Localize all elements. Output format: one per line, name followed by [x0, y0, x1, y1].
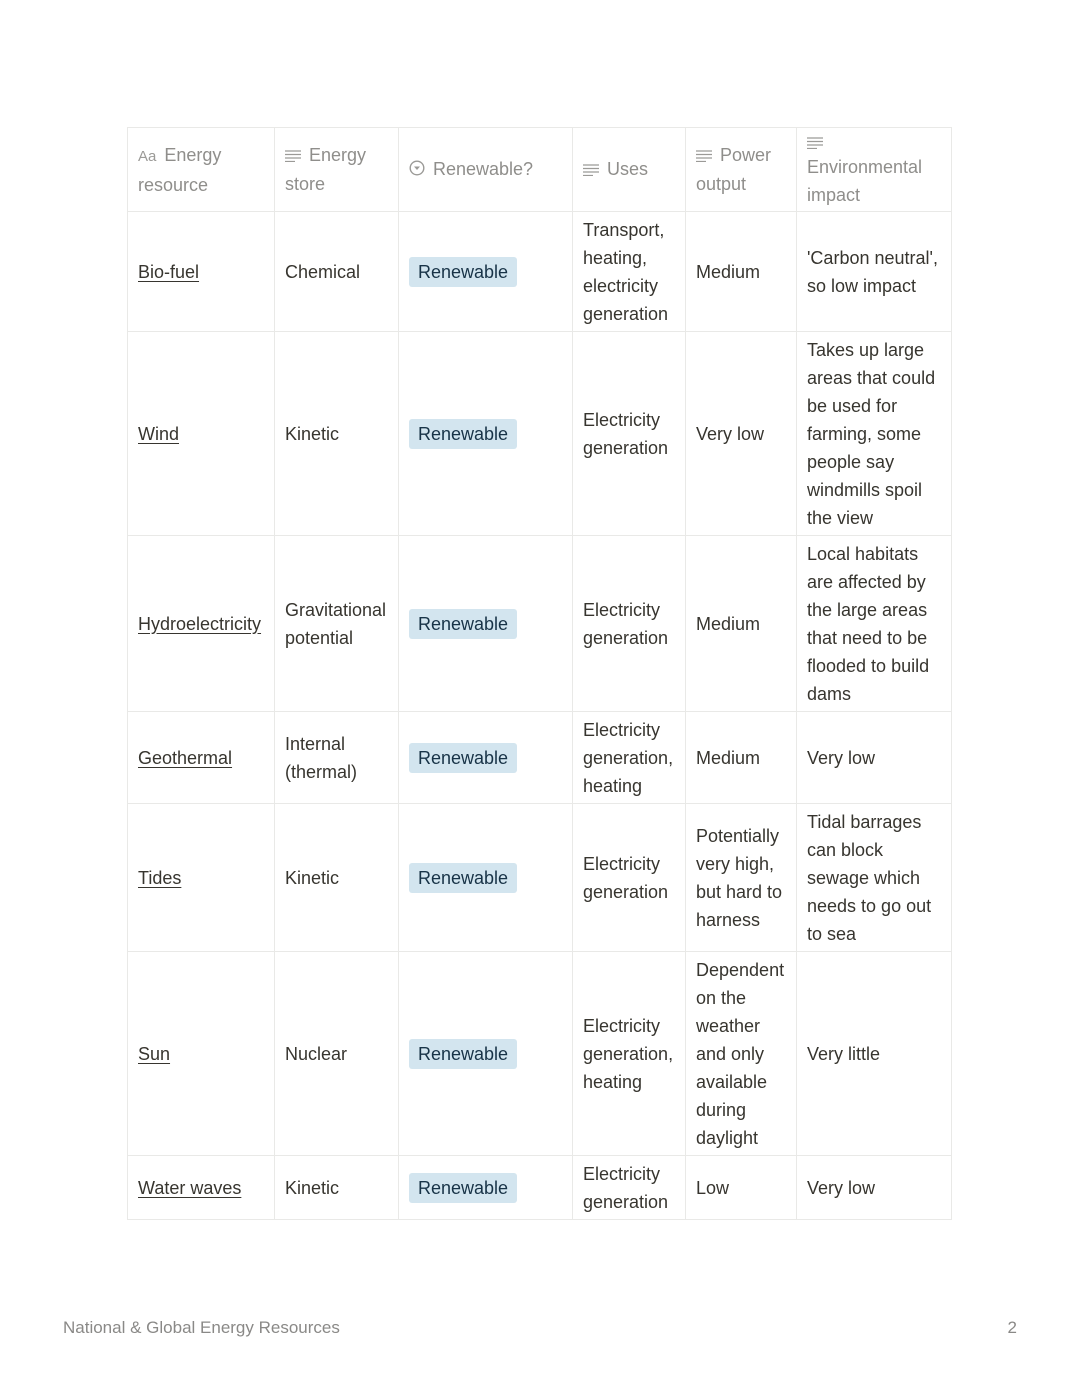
cell-power-output: Low: [686, 1156, 797, 1220]
renewable-tag: Renewable: [409, 743, 517, 773]
row-title-link[interactable]: Tides: [138, 867, 182, 888]
cell-energy-store: Kinetic: [275, 332, 399, 536]
cell-energy-store: Nuclear: [275, 952, 399, 1156]
renewable-tag: Renewable: [409, 1039, 517, 1069]
cell-energy-resource: [128, 952, 275, 1156]
table-row: [128, 536, 952, 712]
page-number: 2: [1007, 1318, 1017, 1337]
cell-uses: Electricity generation, heating: [573, 952, 686, 1156]
table-row: [128, 332, 952, 536]
text-property-icon: [807, 132, 823, 154]
column-header-uses[interactable]: Uses: [573, 128, 686, 212]
cell-energy-store: Gravitational potential: [275, 536, 399, 712]
cell-renewable: [399, 1156, 573, 1220]
cell-environmental-impact: Very low: [797, 1156, 952, 1220]
cell-uses: Electricity generation: [573, 332, 686, 536]
renewable-tag: Renewable: [409, 609, 517, 639]
cell-energy-store: Chemical: [275, 212, 399, 332]
footer-document-title: National & Global Energy Resources: [63, 1318, 340, 1337]
cell-environmental-impact: Takes up large areas that could be used for farming, some people say windmills spoil the view: [797, 332, 952, 536]
renewable-tag: Renewable: [409, 257, 517, 287]
row-title-link[interactable]: Sun: [138, 1043, 171, 1064]
cell-renewable: [399, 712, 573, 804]
cell-power-output: Dependent on the weather and only available during daylight: [686, 952, 797, 1156]
cell-energy-resource: [128, 804, 275, 952]
cell-renewable: [399, 804, 573, 952]
row-title-link[interactable]: Water waves: [138, 1177, 242, 1198]
cell-power-output: Medium: [686, 212, 797, 332]
select-property-icon: [409, 156, 425, 184]
renewable-tag: Renewable: [409, 419, 517, 449]
column-header-renewable[interactable]: Renewable?: [399, 128, 573, 212]
cell-uses: Electricity generation: [573, 1156, 686, 1220]
row-title-link[interactable]: Hydroelectricity: [138, 613, 262, 634]
row-title-link[interactable]: Bio-fuel: [138, 261, 200, 282]
cell-environmental-impact: Local habitats are affected by the large areas that need to be flooded to build dams: [797, 536, 952, 712]
column-header-power-output[interactable]: Power output: [686, 128, 797, 212]
cell-uses: Electricity generation: [573, 804, 686, 952]
cell-environmental-impact: Tidal barrages can block sewage which needs to go out to sea: [797, 804, 952, 952]
cell-environmental-impact: 'Carbon neutral', so low impact: [797, 212, 952, 332]
cell-uses: Electricity generation: [573, 536, 686, 712]
cell-power-output: Very low: [686, 332, 797, 536]
cell-energy-resource: [128, 332, 275, 536]
column-header-energy-resource[interactable]: Aa Energy resource: [128, 128, 275, 212]
table-row: [128, 212, 952, 332]
table-row: [128, 952, 952, 1156]
column-header-environmental-impact[interactable]: Environmental impact: [797, 128, 952, 212]
energy-resources-table: [127, 127, 952, 1220]
column-header-energy-store[interactable]: Energy store: [275, 128, 399, 212]
cell-energy-store: Kinetic: [275, 804, 399, 952]
cell-power-output: Potentially very high, but hard to harness: [686, 804, 797, 952]
cell-energy-store: Kinetic: [275, 1156, 399, 1220]
cell-uses: Transport, heating, electricity generation: [573, 212, 686, 332]
cell-energy-resource: [128, 212, 275, 332]
text-property-icon: [583, 156, 599, 184]
table-header-row: [128, 128, 952, 212]
cell-uses: Electricity generation, heating: [573, 712, 686, 804]
row-title-link[interactable]: Geothermal: [138, 747, 233, 768]
cell-renewable: [399, 536, 573, 712]
cell-environmental-impact: Very low: [797, 712, 952, 804]
table-row: [128, 804, 952, 952]
cell-renewable: [399, 952, 573, 1156]
cell-renewable: [399, 212, 573, 332]
cell-energy-resource: [128, 536, 275, 712]
renewable-tag: Renewable: [409, 1173, 517, 1203]
table-row: [128, 1156, 952, 1220]
table-row: [128, 712, 952, 804]
row-title-link[interactable]: Wind: [138, 423, 180, 444]
text-property-icon: [696, 142, 712, 170]
title-property-icon: Aa: [138, 147, 157, 165]
cell-renewable: [399, 332, 573, 536]
text-property-icon: [285, 142, 301, 170]
cell-energy-store: Internal (thermal): [275, 712, 399, 804]
renewable-tag: Renewable: [409, 863, 517, 893]
cell-power-output: Medium: [686, 712, 797, 804]
cell-environmental-impact: Very little: [797, 952, 952, 1156]
cell-energy-resource: [128, 712, 275, 804]
cell-energy-resource: [128, 1156, 275, 1220]
cell-power-output: Medium: [686, 536, 797, 712]
